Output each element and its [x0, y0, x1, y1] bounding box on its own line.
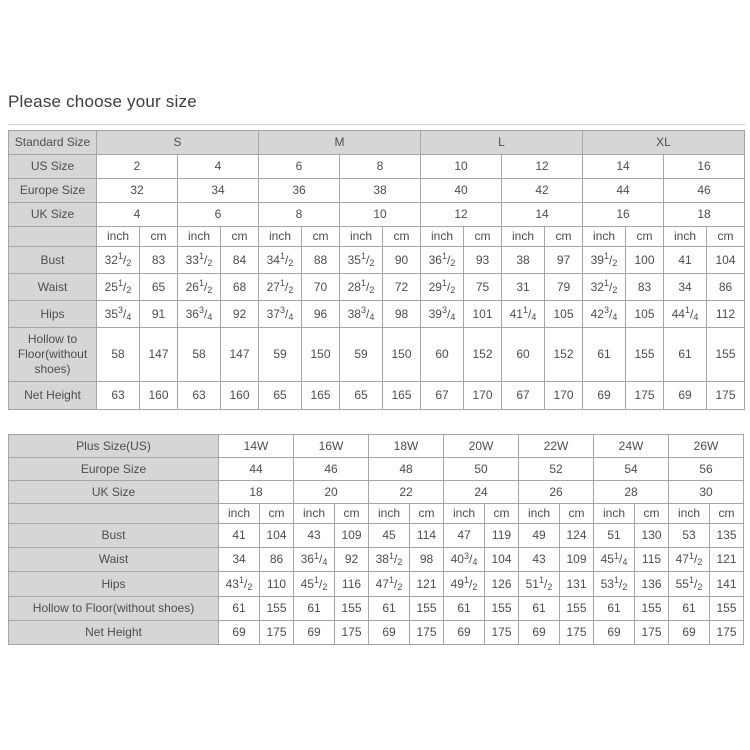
- value-cell: cm: [302, 227, 340, 247]
- value-cell: 30: [669, 481, 744, 504]
- title-divider: [8, 124, 745, 125]
- value-cell: 152: [545, 328, 583, 382]
- value-cell: 20: [294, 481, 369, 504]
- header-cell: Net Height: [9, 621, 219, 645]
- header-cell: S: [97, 131, 259, 155]
- header-cell: [9, 227, 97, 247]
- value-cell: 53: [669, 524, 710, 548]
- value-cell: 109: [560, 548, 594, 572]
- value-cell: 104: [707, 247, 745, 274]
- value-cell: 98: [383, 301, 421, 328]
- header-cell: Standard Size: [9, 131, 97, 155]
- value-cell: inch: [178, 227, 221, 247]
- header-cell: [9, 504, 219, 524]
- value-cell: 61: [669, 597, 710, 621]
- value-cell: 43: [519, 548, 560, 572]
- table-row: [9, 548, 744, 572]
- value-cell: 92: [221, 301, 259, 328]
- table-row: [9, 504, 744, 524]
- value-cell: $36^1/_4$: [294, 548, 335, 572]
- value-cell: 20W: [444, 435, 519, 458]
- value-cell: cm: [710, 504, 744, 524]
- value-cell: $35^1/_2$: [340, 247, 383, 274]
- value-cell: 155: [626, 328, 664, 382]
- header-cell: Hips: [9, 572, 219, 597]
- table-row: [9, 435, 744, 458]
- table-row: [9, 247, 745, 274]
- value-cell: 24W: [594, 435, 669, 458]
- value-cell: 34: [219, 548, 260, 572]
- table-row: [9, 481, 744, 504]
- value-cell: 93: [464, 247, 502, 274]
- value-cell: 110: [260, 572, 294, 597]
- value-cell: 65: [340, 382, 383, 410]
- value-cell: inch: [519, 504, 560, 524]
- table-row: [9, 301, 745, 328]
- value-cell: 12: [421, 203, 502, 227]
- value-cell: 67: [421, 382, 464, 410]
- value-cell: 4: [178, 155, 259, 179]
- value-cell: cm: [260, 504, 294, 524]
- value-cell: $38^1/_2$: [369, 548, 410, 572]
- value-cell: 41: [219, 524, 260, 548]
- value-cell: $53^1/_2$: [594, 572, 635, 597]
- value-cell: 175: [626, 382, 664, 410]
- table-row: [9, 203, 745, 227]
- value-cell: 46: [294, 458, 369, 481]
- header-cell: L: [421, 131, 583, 155]
- value-cell: 38: [502, 247, 545, 274]
- value-cell: 105: [545, 301, 583, 328]
- value-cell: 34: [178, 179, 259, 203]
- value-cell: 22W: [519, 435, 594, 458]
- value-cell: 155: [335, 597, 369, 621]
- value-cell: 130: [635, 524, 669, 548]
- value-cell: 4: [97, 203, 178, 227]
- value-cell: 170: [545, 382, 583, 410]
- value-cell: 160: [140, 382, 178, 410]
- value-cell: 124: [560, 524, 594, 548]
- value-cell: 135: [710, 524, 744, 548]
- value-cell: $38^3/_4$: [340, 301, 383, 328]
- value-cell: 58: [97, 328, 140, 382]
- value-cell: 175: [710, 621, 744, 645]
- value-cell: 83: [140, 247, 178, 274]
- table-row: [9, 155, 745, 179]
- value-cell: 69: [669, 621, 710, 645]
- value-cell: 109: [335, 524, 369, 548]
- header-cell: Europe Size: [9, 458, 219, 481]
- table-row: [9, 458, 744, 481]
- value-cell: $29^1/_2$: [421, 274, 464, 301]
- value-cell: 16W: [294, 435, 369, 458]
- value-cell: 16: [583, 203, 664, 227]
- table-row: [9, 572, 744, 597]
- table-row: [9, 621, 744, 645]
- value-cell: 104: [260, 524, 294, 548]
- value-cell: $33^1/_2$: [178, 247, 221, 274]
- value-cell: $25^1/_2$: [97, 274, 140, 301]
- value-cell: 96: [302, 301, 340, 328]
- value-cell: 59: [340, 328, 383, 382]
- header-cell: M: [259, 131, 421, 155]
- value-cell: 47: [444, 524, 485, 548]
- value-cell: 69: [519, 621, 560, 645]
- value-cell: cm: [635, 504, 669, 524]
- value-cell: 88: [302, 247, 340, 274]
- value-cell: $39^1/_2$: [583, 247, 626, 274]
- value-cell: $34^1/_2$: [259, 247, 302, 274]
- header-cell: XL: [583, 131, 745, 155]
- value-cell: 14: [502, 203, 583, 227]
- value-cell: $36^1/_2$: [421, 247, 464, 274]
- value-cell: 6: [178, 203, 259, 227]
- page-title: Please choose your size: [8, 92, 197, 111]
- value-cell: 121: [410, 572, 444, 597]
- header-cell: Hips: [9, 301, 97, 328]
- value-cell: 41: [664, 247, 707, 274]
- value-cell: 69: [664, 382, 707, 410]
- value-cell: 160: [221, 382, 259, 410]
- value-cell: $47^1/_2$: [669, 548, 710, 572]
- value-cell: 52: [519, 458, 594, 481]
- value-cell: 152: [464, 328, 502, 382]
- value-cell: 70: [302, 274, 340, 301]
- value-cell: 175: [410, 621, 444, 645]
- value-cell: inch: [669, 504, 710, 524]
- value-cell: 58: [178, 328, 221, 382]
- value-cell: 175: [560, 621, 594, 645]
- value-cell: 175: [635, 621, 669, 645]
- value-cell: 79: [545, 274, 583, 301]
- value-cell: 83: [626, 274, 664, 301]
- header-cell: UK Size: [9, 481, 219, 504]
- table-row: [9, 597, 744, 621]
- value-cell: $32^1/_2$: [97, 247, 140, 274]
- value-cell: 69: [583, 382, 626, 410]
- value-cell: 56: [669, 458, 744, 481]
- value-cell: 150: [302, 328, 340, 382]
- value-cell: $36^3/_4$: [178, 301, 221, 328]
- value-cell: $51^1/_2$: [519, 572, 560, 597]
- value-cell: cm: [707, 227, 745, 247]
- value-cell: 51: [594, 524, 635, 548]
- value-cell: cm: [560, 504, 594, 524]
- value-cell: 61: [294, 597, 335, 621]
- value-cell: 61: [664, 328, 707, 382]
- value-cell: 18W: [369, 435, 444, 458]
- value-cell: $26^1/_2$: [178, 274, 221, 301]
- value-cell: $39^3/_4$: [421, 301, 464, 328]
- value-cell: 170: [464, 382, 502, 410]
- value-cell: 26W: [669, 435, 744, 458]
- value-cell: 101: [464, 301, 502, 328]
- value-cell: cm: [221, 227, 259, 247]
- value-cell: 69: [219, 621, 260, 645]
- value-cell: 61: [369, 597, 410, 621]
- value-cell: 121: [710, 548, 744, 572]
- value-cell: 18: [664, 203, 745, 227]
- value-cell: 6: [259, 155, 340, 179]
- value-cell: 175: [707, 382, 745, 410]
- table-row: [9, 524, 744, 548]
- value-cell: 44: [219, 458, 294, 481]
- value-cell: 65: [259, 382, 302, 410]
- value-cell: 86: [260, 548, 294, 572]
- value-cell: cm: [626, 227, 664, 247]
- value-cell: 63: [97, 382, 140, 410]
- value-cell: 69: [594, 621, 635, 645]
- value-cell: 63: [178, 382, 221, 410]
- value-cell: cm: [410, 504, 444, 524]
- value-cell: 114: [410, 524, 444, 548]
- value-cell: inch: [502, 227, 545, 247]
- header-cell: US Size: [9, 155, 97, 179]
- value-cell: inch: [594, 504, 635, 524]
- value-cell: 8: [340, 155, 421, 179]
- value-cell: 54: [594, 458, 669, 481]
- value-cell: $42^3/_4$: [583, 301, 626, 328]
- value-cell: 14: [583, 155, 664, 179]
- value-cell: 68: [221, 274, 259, 301]
- value-cell: 147: [221, 328, 259, 382]
- value-cell: 115: [635, 548, 669, 572]
- header-cell: Europe Size: [9, 179, 97, 203]
- value-cell: 24: [444, 481, 519, 504]
- value-cell: 131: [560, 572, 594, 597]
- header-cell: Waist: [9, 274, 97, 301]
- value-cell: 42: [502, 179, 583, 203]
- value-cell: 48: [369, 458, 444, 481]
- value-cell: 46: [664, 179, 745, 203]
- value-cell: 97: [545, 247, 583, 274]
- table-row: [9, 131, 745, 155]
- value-cell: 155: [635, 597, 669, 621]
- value-cell: 165: [383, 382, 421, 410]
- value-cell: 116: [335, 572, 369, 597]
- value-cell: inch: [219, 504, 260, 524]
- value-cell: 50: [444, 458, 519, 481]
- value-cell: 69: [369, 621, 410, 645]
- value-cell: 60: [421, 328, 464, 382]
- value-cell: cm: [335, 504, 369, 524]
- value-cell: inch: [583, 227, 626, 247]
- table-row: [9, 328, 745, 382]
- value-cell: 119: [485, 524, 519, 548]
- header-cell: Hollow to Floor(without shoes): [9, 597, 219, 621]
- value-cell: 100: [626, 247, 664, 274]
- value-cell: 72: [383, 274, 421, 301]
- value-cell: 75: [464, 274, 502, 301]
- value-cell: 36: [259, 179, 340, 203]
- value-cell: 175: [485, 621, 519, 645]
- header-cell: Plus Size(US): [9, 435, 219, 458]
- value-cell: 98: [410, 548, 444, 572]
- standard-size-table: [8, 130, 745, 410]
- value-cell: $44^1/_4$: [664, 301, 707, 328]
- value-cell: $43^1/_2$: [219, 572, 260, 597]
- value-cell: 175: [260, 621, 294, 645]
- value-cell: $45^1/_2$: [294, 572, 335, 597]
- value-cell: 18: [219, 481, 294, 504]
- header-cell: Bust: [9, 524, 219, 548]
- header-cell: Net Height: [9, 382, 97, 410]
- table-row: [9, 274, 745, 301]
- value-cell: 44: [583, 179, 664, 203]
- value-cell: 136: [635, 572, 669, 597]
- value-cell: 90: [383, 247, 421, 274]
- value-cell: 155: [707, 328, 745, 382]
- value-cell: 61: [444, 597, 485, 621]
- value-cell: 10: [340, 203, 421, 227]
- value-cell: 150: [383, 328, 421, 382]
- value-cell: cm: [485, 504, 519, 524]
- value-cell: 49: [519, 524, 560, 548]
- value-cell: 61: [519, 597, 560, 621]
- value-cell: 16: [664, 155, 745, 179]
- value-cell: $49^1/_2$: [444, 572, 485, 597]
- value-cell: $41^1/_4$: [502, 301, 545, 328]
- value-cell: 60: [502, 328, 545, 382]
- table-row: [9, 179, 745, 203]
- header-cell: UK Size: [9, 203, 97, 227]
- value-cell: inch: [421, 227, 464, 247]
- value-cell: 45: [369, 524, 410, 548]
- value-cell: cm: [545, 227, 583, 247]
- value-cell: 22: [369, 481, 444, 504]
- value-cell: 155: [485, 597, 519, 621]
- value-cell: 84: [221, 247, 259, 274]
- value-cell: inch: [340, 227, 383, 247]
- value-cell: cm: [464, 227, 502, 247]
- value-cell: 105: [626, 301, 664, 328]
- value-cell: 165: [302, 382, 340, 410]
- plus-size-table: [8, 434, 744, 645]
- value-cell: 61: [219, 597, 260, 621]
- value-cell: $32^1/_2$: [583, 274, 626, 301]
- value-cell: 175: [335, 621, 369, 645]
- value-cell: 91: [140, 301, 178, 328]
- value-cell: 43: [294, 524, 335, 548]
- value-cell: 8: [259, 203, 340, 227]
- value-cell: $40^3/_4$: [444, 548, 485, 572]
- header-cell: Bust: [9, 247, 97, 274]
- value-cell: 67: [502, 382, 545, 410]
- value-cell: inch: [97, 227, 140, 247]
- value-cell: 61: [583, 328, 626, 382]
- header-cell: Hollow to Floor(without shoes): [9, 328, 97, 382]
- value-cell: 69: [294, 621, 335, 645]
- value-cell: 38: [340, 179, 421, 203]
- value-cell: $27^1/_2$: [259, 274, 302, 301]
- value-cell: 31: [502, 274, 545, 301]
- value-cell: $55^1/_2$: [669, 572, 710, 597]
- value-cell: 104: [485, 548, 519, 572]
- value-cell: 65: [140, 274, 178, 301]
- table-row: [9, 227, 745, 247]
- value-cell: 92: [335, 548, 369, 572]
- header-cell: Waist: [9, 548, 219, 572]
- value-cell: cm: [383, 227, 421, 247]
- value-cell: cm: [140, 227, 178, 247]
- value-cell: 2: [97, 155, 178, 179]
- value-cell: inch: [294, 504, 335, 524]
- value-cell: 12: [502, 155, 583, 179]
- value-cell: 155: [260, 597, 294, 621]
- value-cell: 28: [594, 481, 669, 504]
- value-cell: 32: [97, 179, 178, 203]
- value-cell: 59: [259, 328, 302, 382]
- value-cell: inch: [664, 227, 707, 247]
- table-row: [9, 382, 745, 410]
- value-cell: 10: [421, 155, 502, 179]
- value-cell: 86: [707, 274, 745, 301]
- value-cell: 155: [710, 597, 744, 621]
- value-cell: $28^1/_2$: [340, 274, 383, 301]
- value-cell: inch: [369, 504, 410, 524]
- value-cell: 112: [707, 301, 745, 328]
- value-cell: 14W: [219, 435, 294, 458]
- value-cell: inch: [444, 504, 485, 524]
- value-cell: inch: [259, 227, 302, 247]
- value-cell: 69: [444, 621, 485, 645]
- value-cell: $37^3/_4$: [259, 301, 302, 328]
- value-cell: $35^3/_4$: [97, 301, 140, 328]
- value-cell: 155: [410, 597, 444, 621]
- value-cell: 141: [710, 572, 744, 597]
- value-cell: $47^1/_2$: [369, 572, 410, 597]
- value-cell: 61: [594, 597, 635, 621]
- value-cell: 40: [421, 179, 502, 203]
- value-cell: $45^1/_4$: [594, 548, 635, 572]
- value-cell: 126: [485, 572, 519, 597]
- value-cell: 26: [519, 481, 594, 504]
- value-cell: 147: [140, 328, 178, 382]
- value-cell: 34: [664, 274, 707, 301]
- value-cell: 155: [560, 597, 594, 621]
